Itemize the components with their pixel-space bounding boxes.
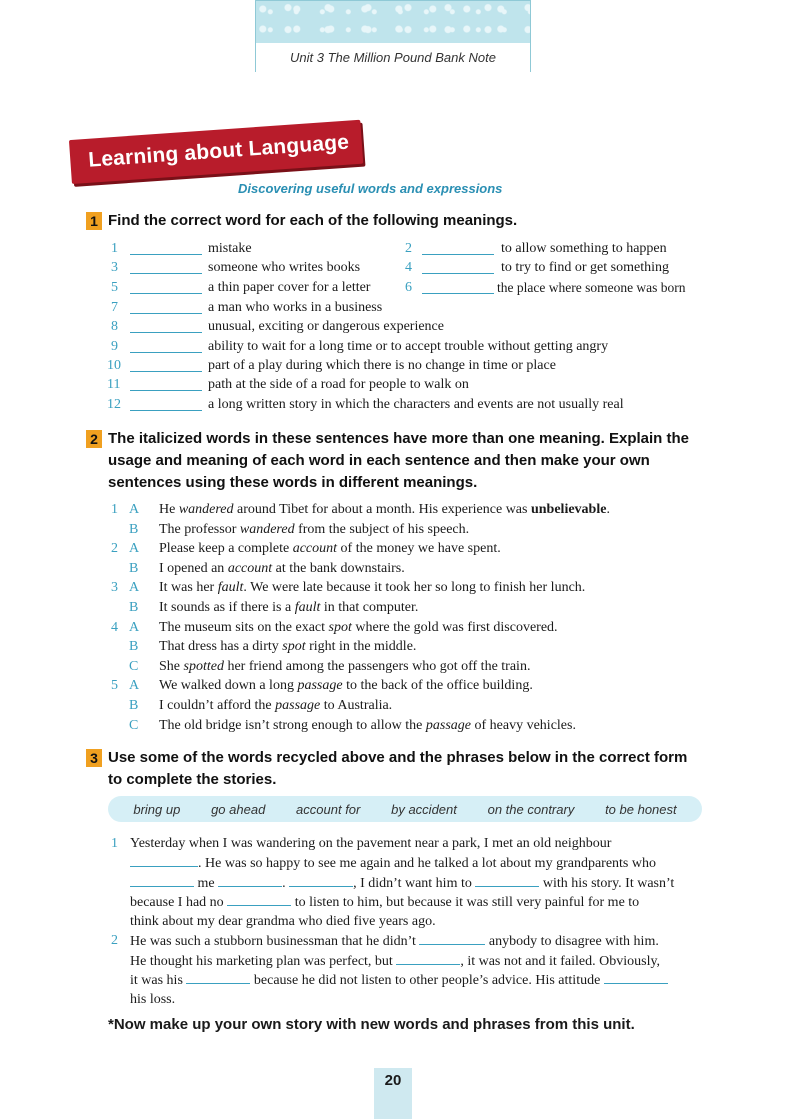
answer-blank[interactable] (130, 273, 202, 274)
task2-sentence: That dress has a dirty spot right in the middle. (159, 639, 417, 655)
task3-instruction: Use some of the words recycled above and the phrases below in the correct form to complete the stories. (108, 749, 688, 788)
phrase: on the contrary (487, 801, 575, 817)
story1-line: . He was so happy to see me again and he talked a lot about my grandparents who (130, 853, 656, 873)
task2-heading (86, 428, 689, 494)
answer-blank[interactable] (475, 873, 539, 887)
phrase: go ahead (211, 801, 266, 817)
task1-number: 1 (86, 212, 102, 230)
answer-blank[interactable] (130, 293, 202, 294)
task2-sentence: She spotted her friend among the passengers who got off the train. (159, 658, 531, 674)
answer-blank[interactable] (130, 371, 202, 372)
task2-instruction: The italicized words in these sentences have more than one meaning. Explain the usage and meaning of each word in each sentence and then make your own sentences using these words in different meanings. (108, 430, 689, 491)
story1-line: because I had no to listen to him, but because it was still very painful for me to (130, 892, 639, 912)
task2-sentence: I couldn’t afford the passage to Australia. (159, 698, 393, 713)
answer-blank[interactable] (130, 313, 202, 314)
story1-line: me . , I didn’t want him to with his story. It wasn’t (130, 873, 674, 893)
story2-line: He was such a stubborn businessman that he didn’t anybody to disagree with him. (130, 931, 659, 951)
section-subtitle: Discovering useful words and expressions (238, 181, 503, 196)
answer-blank[interactable] (130, 873, 194, 887)
answer-blank[interactable] (130, 410, 202, 411)
answer-blank[interactable] (396, 951, 460, 965)
phrase-bank (108, 796, 702, 822)
task1-instruction: Find the correct word for each of the following meanings. (108, 212, 518, 229)
answer-blank[interactable] (130, 390, 202, 391)
answer-blank[interactable] (419, 931, 485, 945)
answer-blank[interactable] (604, 970, 668, 984)
story2-line: his loss. (130, 992, 176, 1007)
task2-sentence: The old bridge isn’t strong enough to allow the passage of heavy vehicles. (159, 717, 576, 733)
answer-blank[interactable] (130, 332, 202, 333)
final-note: *Now make up your own story with new words and phrases from this unit. (108, 1016, 635, 1033)
phrase: by accident (391, 801, 457, 817)
task2-sentence: He wandered around Tibet for about a month. His experience was unbelievable. (159, 502, 610, 517)
task2-sentence: Please keep a complete account of the money we have spent. (159, 541, 501, 557)
unit-title: Unit 3 The Million Pound Bank Note (256, 43, 530, 72)
task2-sentence: It sounds as if there is a fault in that computer. (159, 600, 419, 615)
phrase: bring up (133, 801, 181, 817)
story1-line: think about my dear grandma who died five years ago. (130, 914, 436, 929)
phrase: account for (296, 801, 361, 817)
answer-blank[interactable] (422, 293, 494, 294)
story1-line: Yesterday when I was wandering on the pavement near a park, I met an old neighbour (130, 836, 612, 851)
header-pattern (256, 1, 530, 43)
task2-sentence: It was her fault. We were late because it took her so long to finish her lunch. (159, 580, 586, 596)
story2-line: it was his because he did not listen to other people’s advice. His attitude (130, 970, 668, 990)
story2-number: 2 (111, 933, 118, 948)
story1-number: 1 (111, 836, 118, 851)
answer-blank[interactable] (130, 254, 202, 255)
task3-number: 3 (86, 749, 102, 767)
answer-blank[interactable] (422, 273, 494, 274)
task2-sentence: The professor wandered from the subject of his speech. (159, 521, 470, 537)
task2-sentence: We walked down a long passage to the back of the office building. (159, 678, 533, 694)
task2-number: 2 (86, 430, 102, 448)
answer-blank[interactable] (130, 352, 202, 353)
answer-blank[interactable] (218, 873, 282, 887)
unit-header (255, 0, 531, 72)
phrase: to be honest (605, 801, 677, 817)
answer-blank[interactable] (186, 970, 250, 984)
task2-sentence: The museum sits on the exact spot where the gold was first discovered. (159, 619, 558, 635)
task1-heading (86, 210, 517, 232)
story2-line: He thought his marketing plan was perfect, but , it was not and it failed. Obviously, (130, 951, 660, 971)
section-banner: Learning about Language (69, 120, 363, 184)
task2-sentence: I opened an account at the bank downstairs. (159, 560, 405, 576)
answer-blank[interactable] (130, 853, 198, 867)
answer-blank[interactable] (422, 254, 494, 255)
answer-blank[interactable] (289, 873, 353, 887)
answer-blank[interactable] (227, 892, 291, 906)
task3-heading (86, 747, 687, 791)
page-number: 20 (384, 1072, 402, 1089)
